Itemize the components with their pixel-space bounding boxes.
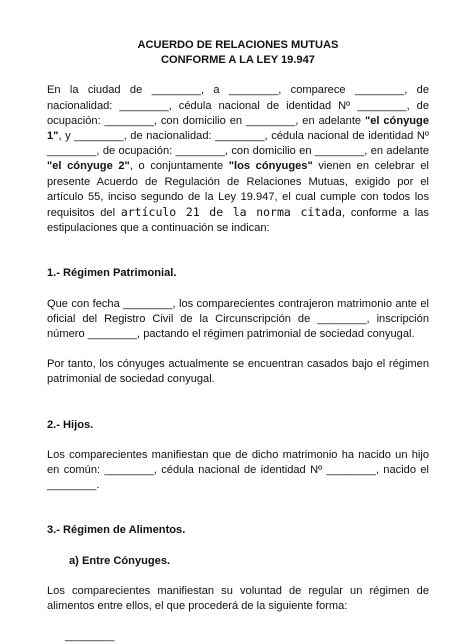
spouse-1-label: "el cónyuge 1" — [47, 114, 429, 143]
section-1-heading: 1.- Régimen Patrimonial. — [47, 267, 177, 280]
section-3-heading: 3.- Régimen de Alimentos. — [47, 524, 186, 537]
section-3-subheading: a) Entre Cónyuges. — [69, 554, 171, 567]
intro-article-reference: artículo 21 de la norma citada — [120, 205, 342, 220]
document-title-line-1: ACUERDO DE RELACIONES MUTUAS — [137, 39, 339, 51]
intro-text-4: vienen en celebrar el presente Acuerdo de Regulación de Relaciones Mutuas, exigido por el artículo 55, inciso segundo de la Ley 19.947, el cual cumple con todos los requisitos del — [47, 160, 429, 220]
section-3-paragraph-1: Los comparecientes manifiestan su voluntad de regular un régimen de alimentos entre ellos, el que procederá de la siguiente forma: — [47, 584, 429, 613]
intro-text-6: , conforme a las estipulaciones que a continuación se indican: — [47, 207, 429, 235]
section-1-paragraph-1: Que con fecha ________, los comparecientes contrajeron matrimonio ante el oficial del Registro Civil de la Circunscripción de ________, inscripción número ________, pactando el régimen patrimonial de sociedad conyugal. — [47, 297, 429, 341]
intro-paragraph — [47, 83, 429, 236]
document-title-line-2: CONFORME A LA LEY 19.947 — [161, 54, 315, 67]
intro-text-3: , o conjuntamente — [129, 160, 229, 173]
section-2-paragraph-1: Los comparecientes manifiestan que de dicho matrimonio ha nacido un hijo en común: ________, cédula nacional de identidad Nº ________, nacido el ________. — [47, 448, 429, 492]
section-3-blank-line: ________ — [65, 630, 115, 643]
intro-text-2: , y ________, de nacionalidad: ________, cédula nacional de identidad Nº ________, de ocupación: ________, con domicilio en ________, en adelante — [47, 130, 429, 158]
section-2-heading: 2.- Hijos. — [47, 418, 94, 431]
intro-text-1: En la ciudad de ________, a ________, comparece ________, de nacionalidad: ________, cédula nacional de identidad Nº ________, de ocupación: ________, con domicilio en ________, en adelante — [47, 84, 429, 127]
spouse-2-label: "el cónyuge 2" — [47, 160, 130, 173]
spouses-label: "los cónyuges" — [228, 160, 313, 173]
section-1-paragraph-2: Por tanto, los cónyuges actualmente se encuentran casados bajo el régimen patrimonial de sociedad conyugal. — [47, 358, 429, 386]
